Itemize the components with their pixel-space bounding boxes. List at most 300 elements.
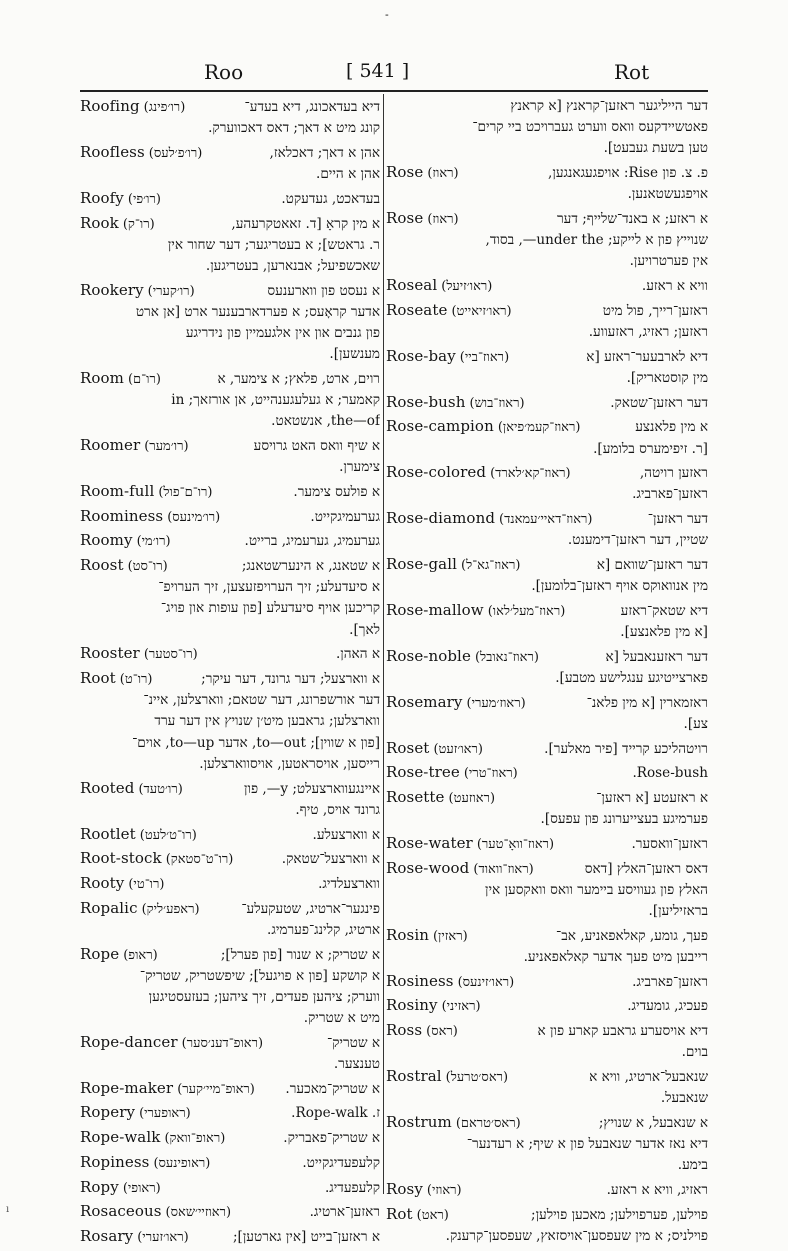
definition-line: אדער קראָעס; א פערדארבענער ארט [אן ארט [135, 303, 380, 320]
entry-first-line [386, 416, 708, 438]
headword: Room [80, 368, 124, 387]
entry-first-line [80, 1226, 380, 1248]
entry-first-line [386, 995, 708, 1017]
pronunciation: (ראוז־מעל׳לאו) [487, 603, 566, 619]
definition-line: אויפגעשטאנען. [627, 186, 708, 203]
dictionary-entry [80, 530, 380, 552]
definition-line: פעך, גומע, קאלאפאניע, אב־ [556, 927, 708, 944]
headword: Rope-walk [80, 1128, 161, 1147]
definition-line: א ווארצעל־שטאק. [281, 851, 380, 868]
dictionary-entry [80, 280, 380, 366]
definition-line: א שטריק־פאבריק. [283, 1130, 380, 1147]
dictionary-entry [80, 848, 380, 870]
pronunciation: (ראוזעט) [448, 791, 496, 807]
definition-line: קלעפעדיג. [324, 1179, 380, 1196]
dictionary-entry [386, 462, 708, 505]
definition-line: דיא אויסערע גראבע קארע פון א [537, 1023, 708, 1040]
pronunciation: (ראוז־גא־ל) [461, 558, 521, 574]
pronunciation: (רו־ט׳לעט) [139, 827, 197, 843]
dictionary-entry [386, 600, 708, 643]
headword: Rosaceous [80, 1202, 162, 1221]
headword: Roofing [80, 97, 140, 115]
pronunciation: (ראוז־קעמ׳פיאן) [497, 420, 581, 436]
headword: Ropalic [80, 898, 138, 917]
dictionary-entry [386, 925, 708, 968]
pronunciation: (ראס) [426, 1024, 458, 1040]
dictionary-entry [386, 1066, 708, 1109]
definition-line: גערעמיג, גערעמיג, ברייט. [244, 533, 380, 550]
entry-first-line [80, 643, 380, 665]
definition-line: קלעפעדיגקייט. [302, 1154, 380, 1171]
entry-first-line [80, 1152, 380, 1174]
headword: Roset [386, 738, 430, 757]
headword: Rope-dancer [80, 1032, 178, 1051]
definition-line: מין קוסטאריק]. [626, 369, 708, 386]
pronunciation: (ראוז־נאובל) [474, 649, 539, 665]
entry-first-line [386, 96, 708, 117]
definition-line: ז. Rope-walk. [291, 1105, 380, 1122]
dictionary-entry [80, 643, 380, 665]
definition-line: ראזען־וואסער. [631, 836, 708, 852]
entry-first-line [80, 435, 380, 457]
definition-line: א שטריק־מאכער. [285, 1080, 380, 1097]
definition-line: א פולעס צימער. [293, 483, 380, 500]
definition-line: פ. צ. פון Rise: אויפגעגאנגען, [548, 165, 708, 182]
definition-line: פוילניס; א מין שעפסען־אויסזאץ, שעפסען־קרענק. [445, 1227, 708, 1244]
headword: Root-stock [80, 849, 162, 868]
dictionary-entry [386, 1112, 708, 1177]
definition-line: מין אנוואוקס אויף ראזען־בלומען]. [531, 578, 708, 595]
pronunciation: (רו׳פינג) [143, 100, 186, 115]
definition-line: [ר. זיפימערס בלומע]. [593, 440, 708, 457]
definition-line: א קושקע [פון א פויגעל]; שיפשטריק, שטריק־ [139, 967, 380, 984]
definition-line: שטיין, דער ראזען־דימענט. [567, 532, 708, 549]
entry-first-line [80, 368, 380, 390]
pronunciation: (רו׳מי) [136, 534, 171, 550]
pronunciation: (ראוז־וואָ־טער) [476, 837, 555, 852]
pronunciation: (רו׳קערי) [147, 283, 195, 299]
pronunciation: (ראו׳זערי) [137, 1229, 189, 1245]
entry-first-line [80, 898, 380, 920]
headword: Roominess [80, 506, 164, 525]
headword: Roseate [386, 300, 448, 319]
dictionary-entry [80, 435, 380, 478]
entry-first-line [80, 668, 380, 690]
definition-line: שנוייץ פון א לייקע; under the—, בסוד, [485, 232, 708, 249]
pronunciation: (ראוז־בוש) [469, 395, 525, 411]
pronunciation: (ראוז) [427, 212, 459, 228]
dictionary-entry [386, 787, 708, 830]
entry-first-line [386, 833, 708, 855]
definition-line: דער אורשפרונג, דער שטאם; ווארצלען, איינ־ [143, 692, 380, 709]
pronunciation: (רו־ט) [119, 672, 153, 688]
definition-line: דיא בעדאכונג, דיא בעדע־ [244, 99, 380, 115]
definition-line: א שטריק; א שנור [פון פערל]; [220, 946, 380, 963]
pronunciation: (ראוז) [427, 166, 459, 182]
headword: Rooted [80, 778, 135, 797]
definition-line: האלץ פון געוויסע ביימער וואס וואקסען אין [485, 881, 708, 898]
pronunciation: (רו׳פי) [127, 191, 161, 207]
dictionary-entry [80, 368, 380, 433]
dictionary-entry [386, 762, 708, 784]
column-divider [383, 94, 384, 1194]
pronunciation: (רו־ם־פול) [158, 484, 213, 500]
definition-line: דער ראזען־ [647, 511, 708, 528]
dictionary-entry [80, 555, 380, 641]
definition-line: וויא א ראזע. [641, 278, 708, 295]
dictionary-entry [386, 416, 708, 459]
definition-line: ראזען רויטה, [639, 465, 708, 482]
dictionary-entry [80, 824, 380, 846]
headword: Roomer [80, 436, 141, 455]
definition-line: the—of, אנשטאט. [271, 413, 380, 430]
bottom-mark: ı [6, 1204, 10, 1215]
entry-first-line [80, 1201, 380, 1223]
definition-line: א שיף וואס האט גרויסע [253, 438, 380, 455]
pronunciation: (ראס׳טרעל) [445, 1070, 509, 1086]
definition-line: אין פערטרויען. [629, 253, 708, 270]
pronunciation: (ראט) [416, 1207, 449, 1223]
pronunciation: (רו־ק) [122, 216, 155, 232]
entry-first-line [386, 762, 708, 784]
dictionary-entry [386, 833, 708, 855]
dictionary-entry [80, 1201, 380, 1223]
pronunciation: (ראו׳זיעל) [441, 279, 493, 295]
headword: Rosin [386, 925, 429, 944]
definition-line: ראזען־רייך, פול מיט [602, 302, 708, 319]
definition-line: [פון א שווין]; to—out, אדער to—up, אוים־ [132, 734, 380, 751]
entry-first-line [80, 142, 380, 164]
header-left-guide-word: Roo [204, 60, 244, 84]
pronunciation: (ראוז־ביי) [459, 349, 510, 365]
pronunciation: (ראופ־דענ׳סער) [181, 1035, 264, 1051]
headword: Rookery [80, 280, 144, 299]
headword: Roseal [386, 276, 438, 295]
entry-first-line [80, 506, 380, 528]
dictionary-entry [80, 873, 380, 895]
definition-line: Rose-bush. [632, 765, 708, 782]
entry-first-line [386, 1112, 708, 1134]
entry-first-line [80, 1177, 380, 1199]
dictionary-entry [80, 1226, 380, 1248]
entry-first-line [386, 787, 708, 809]
pronunciation: (ראוז־טרי) [463, 766, 518, 782]
definition-line: ראזען־ארטיג. [309, 1204, 380, 1221]
definition-line: ווארצלען; גראבען מיט׳ן שנויץ אין דער ערד [154, 713, 380, 730]
dictionary-entry [386, 208, 708, 273]
headword: Rose-bush [386, 392, 466, 411]
top-mark: - [385, 8, 389, 21]
dictionary-entry [80, 142, 380, 185]
headword: Root [80, 669, 116, 688]
definition-line: פארצייטיגע ענגלישע מטבע]. [555, 670, 708, 687]
dictionary-entry [386, 995, 708, 1017]
entry-first-line [80, 944, 380, 966]
entry-first-line [386, 392, 708, 414]
definition-line: רוים, ארט, פלאץ; א צימער, א [217, 370, 380, 387]
dictionary-entry [386, 300, 708, 343]
entry-first-line [80, 530, 380, 552]
entry-first-line [80, 1032, 380, 1054]
entry-first-line [80, 213, 380, 235]
entry-first-line [80, 848, 380, 870]
headword: Rosary [80, 1226, 134, 1245]
definition-line: אהן א דאך; דאכלאז, [269, 144, 380, 161]
definition-line: א ווארצעלע. [312, 826, 380, 843]
entry-first-line [80, 873, 380, 895]
dictionary-entry [80, 778, 380, 821]
definition-line: פוילען, פערפוילען; מאכען פוילען; [531, 1206, 708, 1223]
headword: Rope-maker [80, 1078, 174, 1097]
entry-first-line [386, 1020, 708, 1042]
definition-line: פון גנבים און אין אלגעמיין פון נידריגע [185, 325, 380, 342]
entry-first-line [386, 692, 708, 714]
definition-line: א ווארצעל; דער גרונד, דער עיקר; [201, 671, 380, 688]
definition-line: גרונד אויס, טיף. [295, 801, 380, 818]
entry-first-line [386, 1066, 708, 1088]
definition-line: שאכשפיעל; אבנארען, בעטריגען. [205, 257, 380, 274]
dictionary-entry [386, 162, 708, 205]
dictionary-entry [80, 1127, 380, 1149]
definition-line: ווארצעלדיג. [318, 875, 380, 892]
entry-first-line [386, 1179, 708, 1201]
definition-line: א מין פלאנצע [635, 419, 708, 436]
pronunciation: (ראופערי) [139, 1106, 191, 1122]
pronunciation: (ראו׳זעט) [433, 741, 483, 757]
entry-first-line [80, 481, 380, 503]
entry-first-line [80, 1127, 380, 1149]
definition-line: טען בשעת געבעט]. [603, 140, 708, 157]
definition-line: א ראזעטע [א ראזען־ [596, 790, 708, 807]
pronunciation: (ראופינעס) [153, 1155, 211, 1171]
definition-line: א מין קראָ [ד. זאאטקרעהע, [231, 215, 380, 232]
dictionary-entry [80, 1032, 380, 1075]
headword: Room-full [80, 481, 155, 500]
definition-line: ראזען־פארביג. [632, 973, 708, 990]
definition-line: א שטריק־ [326, 1034, 380, 1051]
headword: Roomy [80, 531, 133, 550]
header-rule [80, 90, 708, 92]
definition-line: קונג מיט א דאך; דאס דאכווערק. [208, 120, 380, 137]
left-column [80, 96, 380, 1251]
pronunciation: (ראס׳טראם) [455, 1115, 521, 1131]
entry-first-line [80, 1078, 380, 1100]
dictionary-entry [386, 1020, 708, 1063]
entry-first-line [80, 188, 380, 210]
dictionary-entry [80, 668, 380, 775]
definition-line: א ראזען־בייט [אין גארטען]; [232, 1228, 380, 1245]
definition-line: ראזמארין [א מין פלאנ־ [586, 694, 708, 711]
pronunciation: (ראופי) [122, 1180, 161, 1196]
dictionary-entry [386, 858, 708, 923]
pronunciation: (רו־סטער) [143, 647, 198, 663]
dictionary-entry [386, 392, 708, 414]
pronunciation: (רו־סט) [127, 559, 168, 575]
pronunciation: (ראוזי) [426, 1183, 462, 1199]
entry-first-line [386, 300, 708, 322]
definition-line: בימע. [677, 1157, 708, 1174]
entry-first-line [386, 646, 708, 668]
dictionary-entry [80, 481, 380, 503]
definition-line: פערמיגע בעצייערונג פון עפעס]. [540, 811, 708, 828]
headword: Rose [386, 163, 424, 182]
dictionary-entry [80, 898, 380, 941]
definition-line: א שטאנג, א הינערשטאנג; [241, 558, 380, 575]
dictionary-entry [386, 971, 708, 993]
definition-line: ראזען; ראזיג, ראזעווע. [588, 324, 708, 341]
definition-line: דער ראזען־שוואם [א [596, 557, 708, 574]
entry-first-line [386, 971, 708, 993]
entry-first-line [386, 208, 708, 230]
definition-line: א שנאבעל, א שנויץ; [598, 1114, 708, 1131]
definition-line: בעדאכט, געדעקט. [281, 190, 380, 207]
pronunciation: (רו־טי) [128, 876, 165, 892]
headword: Ropiness [80, 1152, 150, 1171]
headword: Rose-noble [386, 646, 471, 665]
headword: Rose-gall [386, 555, 458, 574]
entry-first-line [80, 280, 380, 302]
headword: Rostrum [386, 1112, 452, 1131]
pronunciation: (ראוז־דאיי׳עמאנד) [499, 512, 593, 528]
definition-line: ווערק; ציהען פעדים, זיך ציהען; בעזעסטיגען [148, 988, 380, 1005]
dictionary-entry [80, 1177, 380, 1199]
headword: Rose-colored [386, 463, 487, 482]
pronunciation: (רו׳מער) [144, 439, 189, 455]
definition-line: קאמער; א געלעגענהייט, אן אורזאך; in [171, 392, 380, 409]
page-number: [ 541 ] [346, 60, 410, 82]
pronunciation: (ראזין) [432, 928, 468, 944]
headword: Rooty [80, 873, 125, 892]
definition-line: טענצער. [333, 1056, 380, 1073]
entry-first-line [386, 925, 708, 947]
headword: Ross [386, 1021, 423, 1040]
definition-line: מיט א שטריק. [303, 1010, 380, 1027]
headword: Rose-mallow [386, 600, 484, 619]
definition-line: צע]. [683, 715, 708, 732]
definition-line: דיא לארבעער־ראזע [א [586, 348, 708, 365]
pronunciation: (ראו׳זיאייט) [451, 303, 512, 319]
entry-first-line [386, 738, 708, 760]
pronunciation: (רו־ט־סטאק) [165, 852, 234, 868]
headword: Rot [386, 1204, 413, 1223]
pronunciation: (ראוז־קא׳לארד) [490, 466, 571, 482]
dictionary-entry [386, 96, 708, 160]
definition-line: [א מין פלאנצע]. [620, 624, 708, 641]
headword: Ropery [80, 1103, 136, 1122]
definition-line: א האהן. [335, 646, 380, 663]
headword: Rosy [386, 1180, 423, 1199]
definition-line: א סיעדעלע; זיך הערויפזעצען, זיך הערויפ־ [158, 579, 380, 596]
pronunciation: (רו־ם) [127, 371, 161, 387]
definition-line: בוים. [681, 1044, 708, 1061]
dictionary-entry [386, 508, 708, 551]
definition-line: ארטיג, קלינג־פערמיג. [267, 921, 380, 938]
headword: Rose-diamond [386, 509, 496, 528]
dictionary-entry [386, 738, 708, 760]
entry-first-line [386, 1204, 708, 1226]
definition-line: רויטהליכע קרייד [פיר מאלער]. [544, 740, 708, 757]
headword: Rose [386, 209, 424, 228]
header-right-guide-word: Rot [614, 60, 650, 84]
definition-line: רייסען, אויסראטען, אויסווארצלען. [199, 755, 380, 772]
headword: Rosiness [386, 971, 454, 990]
definition-line: ראזיג, וויא א ראזע. [606, 1182, 708, 1199]
right-column [386, 96, 708, 1250]
headword: Ropy [80, 1177, 119, 1196]
definition-line: פעכיג, גומעדיג. [627, 998, 708, 1015]
entry-first-line [80, 96, 380, 118]
dictionary-entry [386, 692, 708, 735]
headword: Rostral [386, 1067, 442, 1086]
headword: Rootlet [80, 824, 136, 843]
entry-first-line [386, 462, 708, 484]
definition-line: לאך]. [349, 621, 380, 638]
dictionary-entry [80, 1102, 380, 1124]
definition-line: דער הייליגער ראזען־קראנץ [א קראנץ [510, 98, 708, 114]
dictionary-entry [386, 554, 708, 597]
entry-first-line [80, 778, 380, 800]
dictionary-entry [80, 188, 380, 210]
pronunciation: (ראוז־וואוד) [473, 861, 534, 877]
page-header [80, 56, 708, 90]
dictionary-entry [386, 346, 708, 389]
definition-line: מענשען]. [329, 346, 380, 363]
definition-line: דער ראזען־שטאק. [610, 394, 708, 411]
definition-line: גערעמיגקייט. [310, 508, 380, 525]
headword: Rose-tree [386, 763, 460, 782]
dictionary-entry [386, 646, 708, 689]
dictionary-entry [80, 96, 380, 139]
entry-first-line [80, 555, 380, 577]
headword: Rose-water [386, 834, 473, 852]
entry-first-line [386, 554, 708, 576]
pronunciation: (ראוז׳מערי) [466, 695, 526, 711]
definition-line: דיא נאז אדער שנאבעל פון א שיף; א רעדנער־ [466, 1136, 708, 1153]
definition-line: דער ראזענאבעל [א [605, 648, 708, 665]
entry-first-line [386, 162, 708, 184]
definition-line: אהן א היים. [316, 166, 380, 183]
headword: Roost [80, 556, 124, 575]
pronunciation: (רו׳פ׳לעס) [148, 145, 203, 161]
definition-line: פינגער־ארטיג, שטעקעלע־ [241, 900, 380, 917]
headword: Rose-campion [386, 417, 494, 436]
headword: Rosiny [386, 996, 438, 1015]
entry-first-line [386, 858, 708, 880]
headword: Rose-bay [386, 346, 456, 365]
entry-first-line [386, 508, 708, 530]
definition-line: בראזיליען]. [648, 903, 708, 920]
pronunciation: (רו׳טעד) [138, 781, 183, 797]
headword: Rosette [386, 788, 445, 807]
definition-line: שנאבעל. [660, 1090, 708, 1107]
pronunciation: (ראו׳זינעס) [457, 974, 515, 990]
entry-first-line [80, 824, 380, 846]
definition-line: איינגעווארצעלט; y—, פון [244, 780, 380, 797]
dictionary-entry [80, 213, 380, 278]
headword: Rosemary [386, 692, 463, 711]
definition-line: א נעסט פון ווארענעס [267, 282, 380, 299]
definition-line: פאטשיידקעס וואס ווערט געברויכט ביי קרים־ [472, 119, 708, 136]
entry-first-line [80, 1102, 380, 1124]
definition-line: ר. גראטש]; א בעטריגער; דער שחור אין [167, 236, 380, 253]
definition-line: רייבען מיט פעך אדער קאלאפאניע. [523, 949, 708, 966]
pronunciation: (ראוזיי׳שאס) [165, 1205, 232, 1221]
pronunciation: (ראופ־מיי׳קער) [177, 1081, 255, 1097]
definition-line: ראזען־פארביג. [632, 486, 708, 503]
pronunciation: (ראזיני) [441, 999, 481, 1015]
dictionary-entry [80, 1152, 380, 1174]
pronunciation: (רו׳מינעס) [167, 509, 221, 525]
